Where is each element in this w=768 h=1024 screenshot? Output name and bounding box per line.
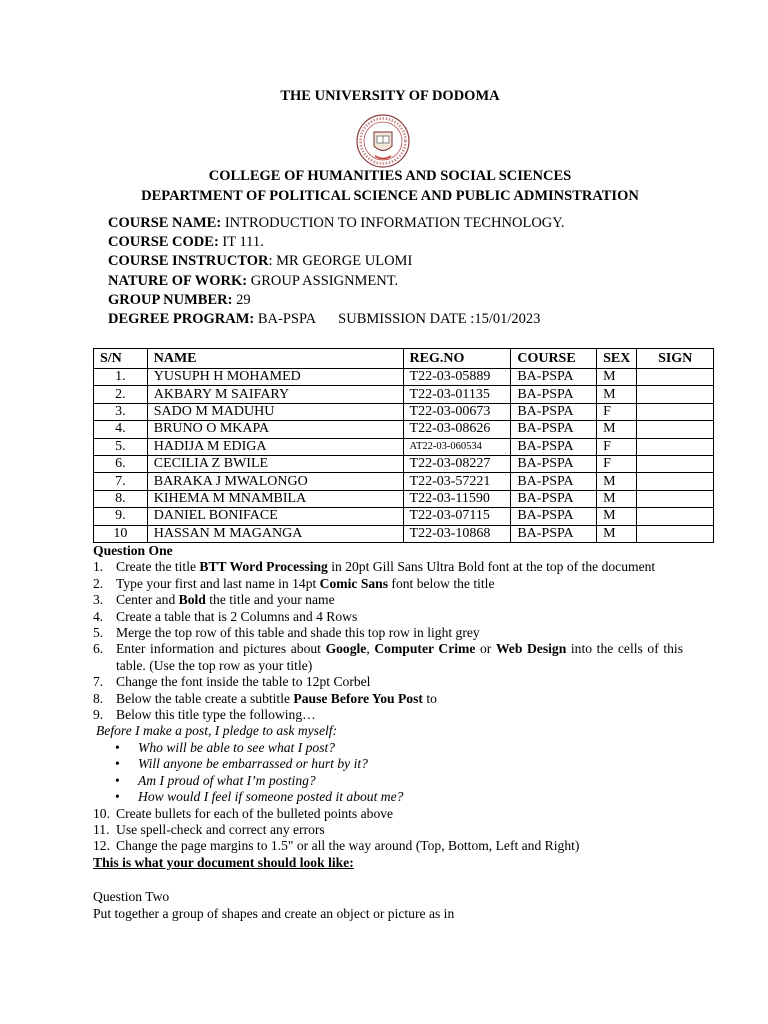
list-text <box>116 609 683 625</box>
cell-name: CECILIA Z BWILE <box>147 455 403 472</box>
text-run: in 20pt Gill Sans Ultra Bold font at the top of the document <box>327 559 656 575</box>
list-text <box>116 576 683 592</box>
look-heading: This is what your document should look like: <box>93 854 354 870</box>
cell-regno: T22-03-00673 <box>403 403 511 420</box>
course-name-value: INTRODUCTION TO INFORMATION TECHNOLOGY. <box>221 215 565 231</box>
cell-sn: 7. <box>94 473 148 490</box>
cell-sign <box>637 421 714 438</box>
cell-sn: 4. <box>94 421 148 438</box>
bullet-icon: • <box>115 789 120 805</box>
list-text <box>116 822 683 838</box>
list-text <box>116 707 683 723</box>
list-number: 8. <box>93 690 104 706</box>
list-number: 1. <box>93 559 104 575</box>
list-number: 3. <box>93 592 104 608</box>
cell-sign <box>637 490 714 507</box>
list-number: 9. <box>93 707 104 723</box>
table-row <box>94 508 714 525</box>
cell-name: BRUNO O MKAPA <box>147 421 403 438</box>
cell-sign <box>637 525 714 542</box>
list-text <box>116 674 683 690</box>
college-title: COLLEGE OF HUMANITIES AND SOCIAL SCIENCES <box>208 168 572 184</box>
table-header-row <box>94 349 714 369</box>
course-code-value: IT 111. <box>218 234 264 251</box>
table-row <box>94 403 714 420</box>
cell-course: BA-PSPA <box>511 421 597 438</box>
text-run: the title and your name <box>205 592 335 608</box>
bullet-item <box>93 740 683 756</box>
list-item <box>93 691 683 707</box>
header-regno: REG.NO <box>403 349 511 369</box>
table-row <box>94 525 714 542</box>
list-number: 5. <box>93 625 104 641</box>
list-number: 2. <box>93 575 104 591</box>
pledge-bullets <box>93 740 683 806</box>
list-item <box>93 822 683 838</box>
cell-course: BA-PSPA <box>511 473 597 490</box>
list-text <box>116 838 683 854</box>
cell-name: YUSUPH H MOHAMED <box>147 369 403 386</box>
table-row <box>94 386 714 403</box>
list-item <box>93 576 683 592</box>
text-run: Below the table create a subtitle <box>116 690 294 706</box>
department-title: DEPARTMENT OF POLITICAL SCIENCE AND PUBLIC ADMINSTRATION <box>141 188 639 204</box>
cell-name: HASSAN M MAGANGA <box>147 525 403 542</box>
cell-name: AKBARY M SAIFARY <box>147 386 403 403</box>
cell-sn: 8. <box>94 490 148 507</box>
cell-sex: M <box>597 490 637 507</box>
text-run: Type your first and last name in 14pt <box>116 575 320 591</box>
text-run: into the cells of this table. (Use the top row as your title) <box>116 641 683 673</box>
cell-course: BA-PSPA <box>511 438 597 455</box>
list-number: 12. <box>93 838 110 854</box>
cell-sex: F <box>597 455 637 472</box>
group-members-table <box>93 348 714 543</box>
text-run: Enter information and pictures about <box>116 641 326 657</box>
list-text <box>116 691 683 707</box>
cell-sex: F <box>597 438 637 455</box>
course-name-line <box>108 214 565 233</box>
list-number: 4. <box>93 608 104 624</box>
cell-sex: M <box>597 525 637 542</box>
cell-sign <box>637 438 714 455</box>
text-run: Use spell-check and correct any errors <box>116 821 325 837</box>
emphasis-text: Pause Before You Post <box>293 690 423 706</box>
text-run: Below this title type the following… <box>116 707 316 723</box>
cell-regno: T22-03-08227 <box>403 455 511 472</box>
header-sign: SIGN <box>637 349 714 369</box>
text-run: Merge the top row of this table and shade this top row in light grey <box>116 625 480 641</box>
cell-name: BARAKA J MWALONGO <box>147 473 403 490</box>
course-code-label: COURSE CODE: <box>108 234 219 251</box>
cell-sex: M <box>597 369 637 386</box>
cell-name: SADO M MADUHU <box>147 403 403 420</box>
table-row <box>94 369 714 386</box>
text-run: Create bullets for each of the bulleted points above <box>116 805 394 821</box>
bullet-item <box>93 756 683 772</box>
cell-sex: F <box>597 403 637 420</box>
cell-sex: M <box>597 473 637 490</box>
degree-value: BA-PSPA <box>254 311 317 328</box>
cell-sn: 9. <box>94 508 148 525</box>
bullet-text: How would I feel if someone posted it about me? <box>138 789 404 805</box>
list-number: 7. <box>93 674 104 690</box>
list-item <box>93 707 683 723</box>
text-run: Change the page margins to 1.5" or all the way around (Top, Bottom, Left and Right) <box>116 838 580 854</box>
bullet-icon: • <box>115 756 120 772</box>
table-row <box>94 421 714 438</box>
cell-name: KIHEMA M MNAMBILA <box>147 490 403 507</box>
nature-line <box>108 272 565 291</box>
cell-sign <box>637 473 714 490</box>
table-row <box>94 438 714 455</box>
cell-course: BA-PSPA <box>511 403 597 420</box>
bullet-text: Will anyone be embarrassed or hurt by it? <box>138 756 368 772</box>
cell-sn: 3. <box>94 403 148 420</box>
group-line <box>108 291 565 310</box>
emphasis-text: Comic Sans <box>319 575 389 591</box>
list-item <box>93 609 683 625</box>
emphasis-text: Bold <box>178 592 206 608</box>
cell-regno: T22-03-01135 <box>403 386 511 403</box>
table-row <box>94 490 714 507</box>
list-item <box>93 674 683 690</box>
text-run: Change the font inside the table to 12pt Corbel <box>116 674 371 690</box>
list-item <box>93 838 683 854</box>
cell-course: BA-PSPA <box>511 455 597 472</box>
group-label: GROUP NUMBER: <box>108 291 233 308</box>
submission-date: SUBMISSION DATE :15/01/2023 <box>338 311 541 328</box>
degree-line <box>108 310 565 329</box>
list-number: 6. <box>93 641 104 657</box>
cell-regno: T22-03-07115 <box>403 508 511 525</box>
cell-sign <box>637 508 714 525</box>
text-run: to <box>422 690 437 706</box>
cell-regno: T22-03-57221 <box>403 473 511 490</box>
text-run: Center and <box>116 592 179 608</box>
cell-sign <box>637 455 714 472</box>
emphasis-text: Google <box>325 641 367 657</box>
cell-name: DANIEL BONIFACE <box>147 508 403 525</box>
list-item <box>93 806 683 822</box>
list-number: 11. <box>93 821 110 837</box>
table-row <box>94 473 714 490</box>
list-item <box>93 625 683 641</box>
list-item <box>93 641 683 674</box>
text-run: , <box>366 641 375 657</box>
list-text <box>116 641 683 674</box>
cell-sign <box>637 386 714 403</box>
course-name-label: COURSE NAME: <box>108 215 222 231</box>
header-name: NAME <box>147 349 403 369</box>
cell-sex: M <box>597 421 637 438</box>
instructor-value: : MR GEORGE ULOMI <box>268 253 413 270</box>
group-value: 29 <box>232 291 251 308</box>
list-text <box>116 592 683 608</box>
bullet-item <box>93 773 683 789</box>
nature-label: NATURE OF WORK: <box>108 272 248 289</box>
text-run: Create the title <box>116 559 200 575</box>
cell-regno: T22-03-08626 <box>403 421 511 438</box>
header-course: COURSE <box>511 349 597 369</box>
cell-regno: T22-03-11590 <box>403 490 511 507</box>
course-info <box>108 214 565 329</box>
emphasis-text: Web Design <box>495 641 567 657</box>
list-item <box>93 592 683 608</box>
bullet-text: Am I proud of what I’m posting? <box>138 772 316 788</box>
cell-sn: 10 <box>94 525 148 542</box>
emphasis-text: BTT Word Processing <box>199 559 328 575</box>
question-two-text: Put together a group of shapes and create an object or picture as in <box>93 905 455 921</box>
course-code-line <box>108 233 565 252</box>
list-item <box>93 559 683 575</box>
list-text <box>116 806 683 822</box>
cell-sex: M <box>597 508 637 525</box>
cell-course: BA-PSPA <box>511 369 597 386</box>
instructions-list <box>93 559 683 723</box>
cell-regno: AT22-03-060534 <box>403 438 511 455</box>
question-two-heading: Question Two <box>93 889 170 905</box>
cell-sn: 5. <box>94 438 148 455</box>
cell-regno: T22-03-05889 <box>403 369 511 386</box>
university-title: THE UNIVERSITY OF DODOMA <box>280 88 500 104</box>
cell-course: BA-PSPA <box>511 508 597 525</box>
cell-course: BA-PSPA <box>511 386 597 403</box>
list-text <box>116 559 683 575</box>
list-number: 10. <box>93 805 110 821</box>
question-section <box>93 543 683 922</box>
emphasis-text: Computer Crime <box>374 641 476 657</box>
cell-sign <box>637 403 714 420</box>
text-run: Create a table that is 2 Columns and 4 Rows <box>116 608 358 624</box>
degree-label: DEGREE PROGRAM: <box>108 311 255 328</box>
cell-course: BA-PSPA <box>511 525 597 542</box>
bullet-icon: • <box>115 772 120 788</box>
instructions-list-continued <box>93 806 683 855</box>
cell-regno: T22-03-10868 <box>403 525 511 542</box>
table-row <box>94 455 714 472</box>
cell-sign <box>637 369 714 386</box>
cell-sex: M <box>597 386 637 403</box>
question-one-heading: Question One <box>93 543 173 558</box>
pledge-intro: Before I make a post, I pledge to ask myself: <box>96 723 338 739</box>
bullet-item <box>93 789 683 805</box>
bullet-text: Who will be able to see what I post? <box>138 739 336 755</box>
list-text <box>116 625 683 641</box>
instructor-label: COURSE INSTRUCTOR <box>108 253 269 270</box>
cell-sn: 1. <box>94 369 148 386</box>
header-sn: S/N <box>94 349 148 369</box>
header-sex: SEX <box>597 349 637 369</box>
nature-value: GROUP ASSIGNMENT. <box>247 272 399 289</box>
text-run: or <box>475 641 496 657</box>
cell-sn: 6. <box>94 455 148 472</box>
bullet-icon: • <box>115 739 120 755</box>
university-seal-icon <box>355 113 411 169</box>
instructor-line <box>108 252 565 271</box>
cell-sn: 2. <box>94 386 148 403</box>
text-run: font below the title <box>388 575 495 591</box>
cell-course: BA-PSPA <box>511 490 597 507</box>
cell-name: HADIJA M EDIGA <box>147 438 403 455</box>
